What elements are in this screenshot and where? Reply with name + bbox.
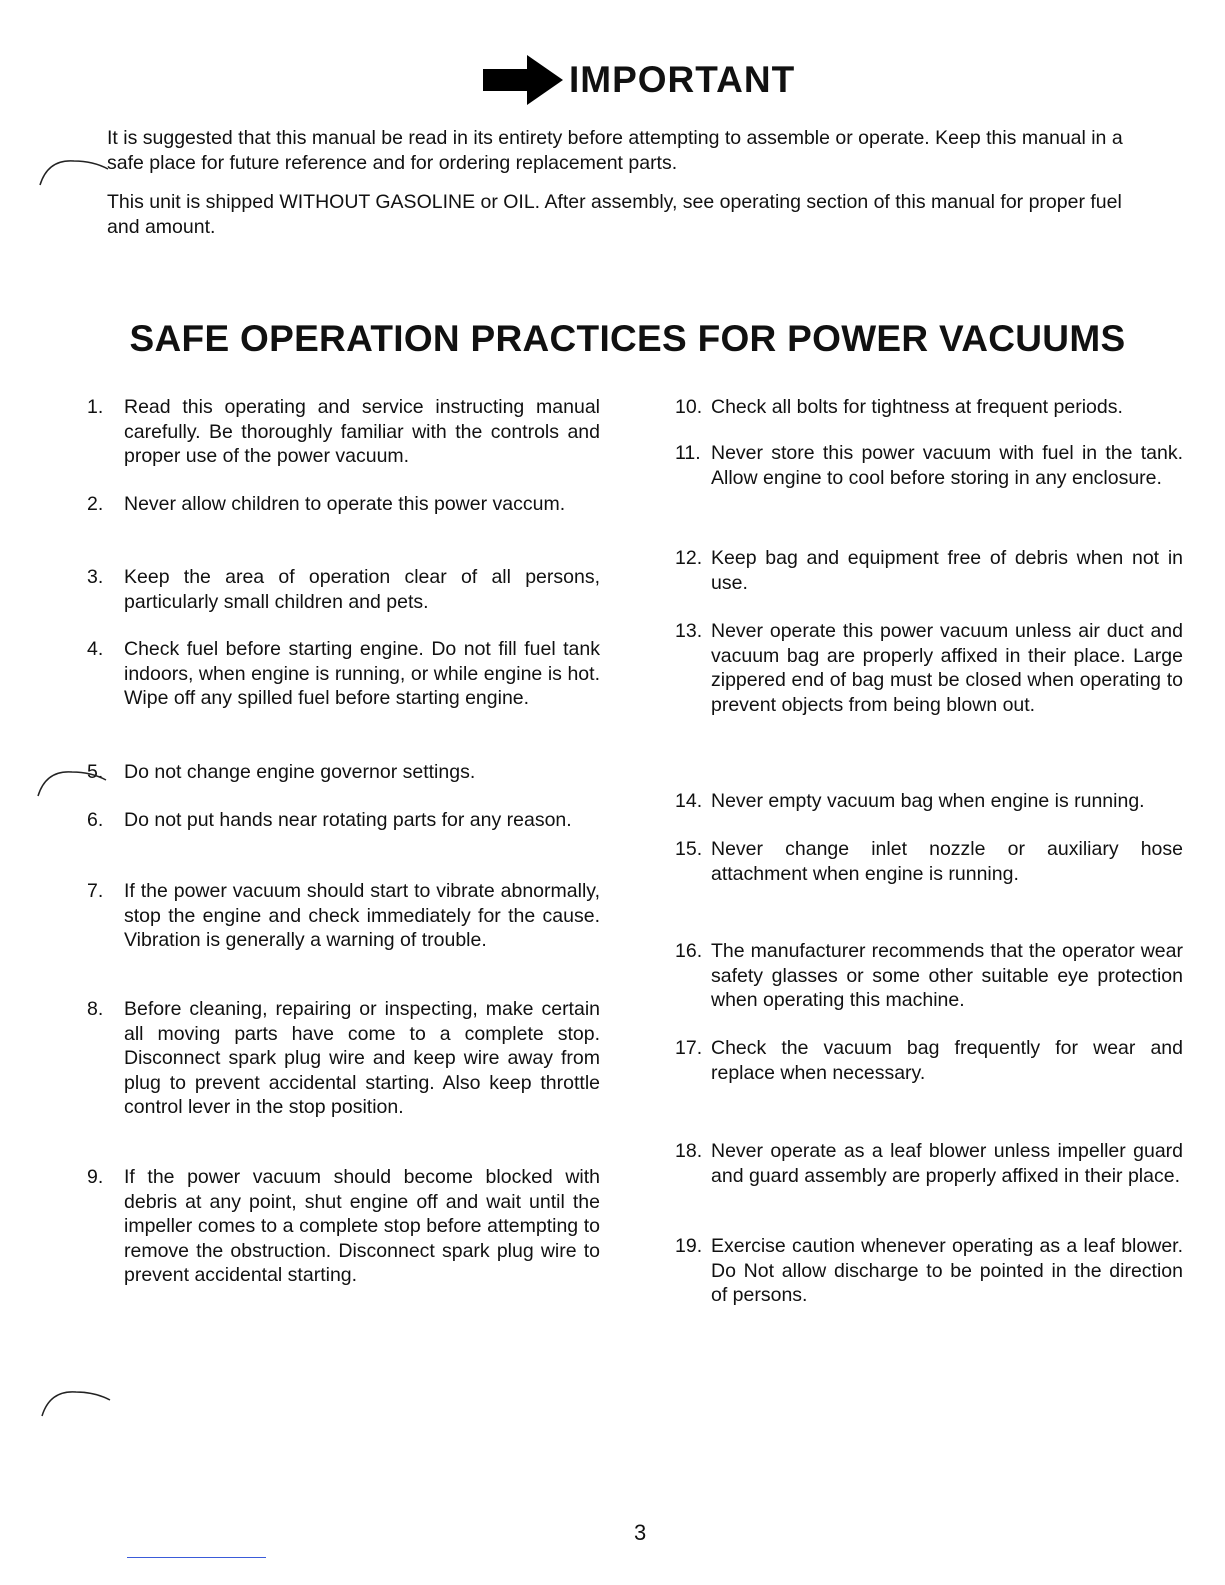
item-number: 5. bbox=[87, 761, 104, 783]
item-number: 19. bbox=[675, 1235, 703, 1257]
list-item bbox=[675, 789, 1183, 814]
section-title: SAFE OPERATION PRACTICES FOR POWER VACUUMS bbox=[129, 318, 1126, 359]
item-text: Never empty vacuum bag when engine is running. bbox=[711, 790, 1145, 812]
item-number: 11. bbox=[675, 442, 701, 464]
item-number: 16. bbox=[675, 940, 703, 962]
divider-line bbox=[127, 1557, 266, 1558]
item-text: Check fuel before starting engine. Do not fill fuel tank indoors, when engine is running, or while engine is hot. Wipe off any spilled fuel before starting engine. bbox=[124, 638, 600, 709]
list-item bbox=[675, 546, 1183, 595]
margin-mark bbox=[38, 147, 113, 187]
item-number: 3. bbox=[87, 566, 104, 588]
item-text: Read this operating and service instructing manual carefully. Be thoroughly familiar with the controls and proper use of the power vacuum. bbox=[124, 396, 600, 467]
list-item bbox=[87, 808, 600, 833]
item-number: 15. bbox=[675, 838, 703, 860]
item-text: Check all bolts for tightness at frequent periods. bbox=[711, 396, 1123, 418]
list-item bbox=[87, 997, 600, 1120]
item-text: Exercise caution whenever operating as a leaf blower. Do Not allow discharge to be pointed in the direction of persons. bbox=[711, 1235, 1183, 1306]
list-item bbox=[675, 441, 1183, 490]
item-number: 12. bbox=[675, 547, 703, 569]
item-text: If the power vacuum should become blocked with debris at any point, shut engine off and wait until the impeller comes to a complete stop before attempting to remove the obstruction. Disconnect spark plug wire to prevent accidental starting. bbox=[124, 1166, 600, 1286]
list-item bbox=[675, 1234, 1183, 1308]
item-text: Do not change engine governor settings. bbox=[124, 761, 476, 783]
item-text: Never store this power vacuum with fuel in the tank. Allow engine to cool before storing in any enclosure. bbox=[711, 442, 1183, 489]
item-number: 10. bbox=[675, 396, 703, 418]
list-item bbox=[675, 395, 1183, 420]
margin-mark bbox=[36, 758, 111, 798]
list-item bbox=[675, 1036, 1183, 1085]
list-item bbox=[675, 837, 1183, 886]
item-text: Never operate this power vacuum unless air duct and vacuum bag are properly affixed in their place. Large zippered end of bag must be closed when operating to prevent objects from being blown out. bbox=[711, 620, 1183, 716]
item-text: Keep bag and equipment free of debris when not in use. bbox=[711, 547, 1183, 594]
list-item bbox=[87, 760, 600, 785]
important-title: IMPORTANT bbox=[569, 59, 796, 100]
arrow-right-icon bbox=[483, 55, 565, 105]
item-number: 18. bbox=[675, 1140, 703, 1162]
item-text: Keep the area of operation clear of all persons, particularly small children and pets. bbox=[124, 566, 600, 613]
item-text: Before cleaning, repairing or inspecting, make certain all moving parts have come to a complete stop. Disconnect spark plug wire and keep wire away from plug to prevent accidental starting. Also keep throttle control lever in the stop position. bbox=[124, 998, 600, 1118]
item-text: If the power vacuum should start to vibrate abnormally, stop the engine and check immediately for the cause. Vibration is generally a warning of trouble. bbox=[124, 880, 600, 951]
intro-paragraph-1: It is suggested that this manual be read in its entirety before attempting to assemble or operate. Keep this manual in a safe place for future reference and for ordering replacement parts. bbox=[107, 127, 1123, 174]
list-item bbox=[87, 492, 600, 517]
item-number: 6. bbox=[87, 809, 104, 831]
item-number: 17. bbox=[675, 1037, 703, 1059]
list-item bbox=[675, 939, 1183, 1013]
item-number: 8. bbox=[87, 998, 104, 1020]
item-number: 7. bbox=[87, 880, 104, 902]
item-number: 13. bbox=[675, 620, 703, 642]
item-text: Never operate as a leaf blower unless impeller guard and guard assembly are properly affixed in their place. bbox=[711, 1140, 1183, 1187]
list-item bbox=[87, 879, 600, 953]
important-header bbox=[483, 55, 795, 105]
item-text: The manufacturer recommends that the operator wear safety glasses or some other suitable eye protection when operating this machine. bbox=[711, 940, 1183, 1011]
item-number: 4. bbox=[87, 638, 104, 660]
intro-paragraph-2: This unit is shipped WITHOUT GASOLINE or OIL. After assembly, see operating section of this manual for proper fuel and amount. bbox=[107, 191, 1122, 238]
item-text: Check the vacuum bag frequently for wear and replace when necessary. bbox=[711, 1037, 1183, 1084]
item-number: 14. bbox=[675, 790, 703, 812]
list-item bbox=[87, 395, 600, 469]
item-text: Never allow children to operate this power vaccum. bbox=[124, 493, 566, 515]
list-item bbox=[675, 1139, 1183, 1188]
list-item bbox=[87, 637, 600, 711]
item-number: 1. bbox=[87, 396, 104, 418]
item-number: 9. bbox=[87, 1166, 104, 1188]
list-item bbox=[87, 1165, 600, 1288]
page-number: 3 bbox=[634, 1520, 647, 1545]
item-text: Never change inlet nozzle or auxiliary hose attachment when engine is running. bbox=[711, 838, 1183, 885]
margin-mark bbox=[40, 1378, 115, 1418]
item-number: 2. bbox=[87, 493, 104, 515]
list-item bbox=[675, 619, 1183, 717]
list-item bbox=[87, 565, 600, 614]
item-text: Do not put hands near rotating parts for any reason. bbox=[124, 809, 572, 831]
